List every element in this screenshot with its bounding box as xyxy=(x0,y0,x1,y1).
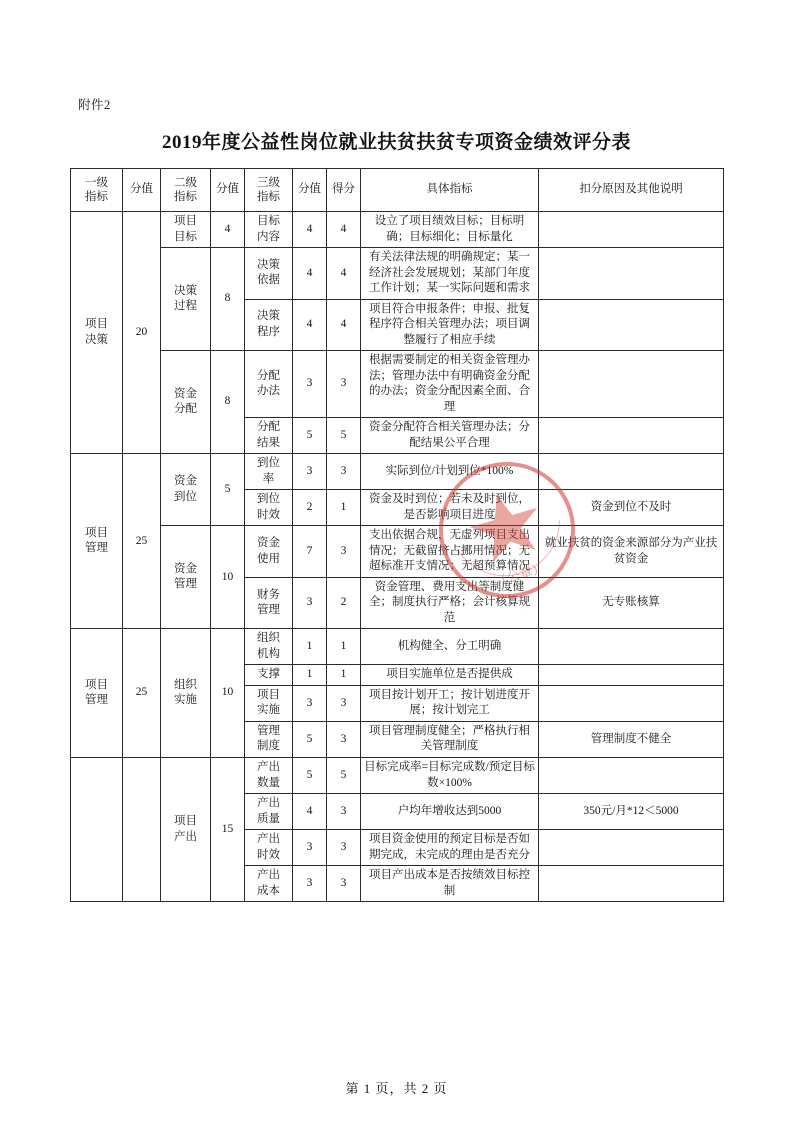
level2-indicator-cell xyxy=(161,212,211,248)
level2-line2: 到位 xyxy=(174,490,197,503)
actual-score-cell: 3 xyxy=(327,830,361,866)
table-row xyxy=(71,248,724,300)
level3-score-cell: 5 xyxy=(293,418,327,454)
level1-score-cell xyxy=(123,757,161,901)
level3-score-cell: 4 xyxy=(293,299,327,351)
level3-score-cell: 4 xyxy=(293,212,327,248)
level3-indicator-cell xyxy=(245,577,293,629)
level3-score-cell: 3 xyxy=(293,830,327,866)
detail-cell: 户均年增收达到5000 xyxy=(361,794,539,830)
level1-line2: 管理 xyxy=(85,542,108,555)
level3-indicator-cell xyxy=(245,721,293,757)
level3-indicator-cell xyxy=(245,629,293,665)
detail-cell: 目标完成率=目标完成数/预定目标数×100% xyxy=(361,757,539,793)
actual-score-cell: 3 xyxy=(327,351,361,418)
level3-indicator-cell xyxy=(245,794,293,830)
detail-cell: 设立了项目绩效目标；目标明确；目标细化；目标量化 xyxy=(361,212,539,248)
level3-line2: 内容 xyxy=(257,230,280,243)
level2-line2: 过程 xyxy=(174,300,197,313)
level3-indicator-cell xyxy=(245,212,293,248)
level1-score-cell: 25 xyxy=(123,454,161,629)
detail-cell: 项目资金使用的预定目标是否如期完成，未完成的理由是否充分 xyxy=(361,830,539,866)
level3-indicator-cell xyxy=(245,248,293,300)
level3-line1: 到位 xyxy=(257,457,280,470)
detail-cell: 资金分配符合相关管理办法；分配结果公平合理 xyxy=(361,418,539,454)
page-title: 2019年度公益性岗位就业扶贫扶贫专项资金绩效评分表 xyxy=(161,132,631,153)
level1-line2: 决策 xyxy=(85,333,108,346)
level1-line2: 管理 xyxy=(85,694,108,707)
level3-line1: 产出 xyxy=(257,760,280,773)
level3-line2: 成本 xyxy=(257,884,280,897)
level2-indicator-cell xyxy=(161,629,211,758)
level2-line1: 组织 xyxy=(174,678,197,691)
level3-line2: 管理 xyxy=(257,604,280,617)
level3-indicator-cell xyxy=(245,299,293,351)
level2-indicator-cell xyxy=(161,757,211,901)
reason-cell xyxy=(539,866,724,902)
detail-cell: 项目实施单位是否提供成 xyxy=(361,665,539,686)
attachment-label: 附件2 xyxy=(78,98,111,112)
header-level2-score: 分值 xyxy=(211,169,245,212)
level3-score-cell: 3 xyxy=(293,866,327,902)
level3-score-cell: 3 xyxy=(293,577,327,629)
level3-line2: 实施 xyxy=(257,704,280,717)
level2-line2: 目标 xyxy=(174,230,197,243)
level1-line1: 项目 xyxy=(85,526,108,539)
level2-indicator-cell xyxy=(161,351,211,454)
level3-line2: 时效 xyxy=(257,508,280,521)
actual-score-cell: 3 xyxy=(327,866,361,902)
reason-cell: 就业扶贫的资金来源部分为产业扶贫资金 xyxy=(539,526,724,578)
level3-line2: 办法 xyxy=(257,385,280,398)
detail-cell: 机构健全、分工明确 xyxy=(361,629,539,665)
level2-score-cell: 15 xyxy=(211,757,245,901)
level3-indicator-cell xyxy=(245,830,293,866)
reason-cell: 管理制度不健全 xyxy=(539,721,724,757)
level3-line2: 结果 xyxy=(257,436,280,449)
level3-line2: 机构 xyxy=(257,647,280,660)
level2-line2: 分配 xyxy=(174,403,197,416)
level3-line1: 分配 xyxy=(257,421,280,434)
header-level3-indicator-line2: 指标 xyxy=(257,191,280,203)
level1-line1: 项目 xyxy=(85,318,108,331)
level2-indicator-cell xyxy=(161,526,211,629)
level3-line1: 分配 xyxy=(257,369,280,382)
level3-line2: 使用 xyxy=(257,552,280,565)
actual-score-cell: 3 xyxy=(327,685,361,721)
header-detail: 具体指标 xyxy=(361,169,539,212)
level3-line1: 产出 xyxy=(257,797,280,810)
level3-line1: 组织 xyxy=(257,632,280,645)
level3-line1: 产出 xyxy=(257,869,280,882)
level1-score-cell: 20 xyxy=(123,212,161,454)
level3-line2: 数量 xyxy=(257,776,280,789)
level2-line1: 项目 xyxy=(174,215,197,227)
detail-cell: 项目产出成本是否按绩效目标控制 xyxy=(361,866,539,902)
level3-score-cell: 7 xyxy=(293,526,327,578)
level3-score-cell: 4 xyxy=(293,794,327,830)
reason-cell xyxy=(539,248,724,300)
reason-cell xyxy=(539,418,724,454)
level3-line1: 产出 xyxy=(257,833,280,846)
level3-line1: 管理 xyxy=(257,724,280,737)
reason-cell xyxy=(539,665,724,686)
level3-line1: 决策 xyxy=(257,258,280,271)
level2-line2: 管理 xyxy=(174,578,197,591)
table-row xyxy=(71,526,724,578)
level3-line2: 质量 xyxy=(257,812,280,825)
detail-cell: 有关法律法规的明确规定；某一经济社会发展规划；某部门年度工作计划；某一实际问题和需求 xyxy=(361,248,539,300)
table-row xyxy=(71,629,724,665)
level3-score-cell: 1 xyxy=(293,629,327,665)
level3-line1: 支撑 xyxy=(257,668,280,681)
table-row xyxy=(71,454,724,490)
level2-line2: 产出 xyxy=(174,830,197,843)
reason-cell xyxy=(539,212,724,248)
level2-indicator-cell xyxy=(161,248,211,351)
level2-line2: 实施 xyxy=(174,694,197,707)
actual-score-cell: 4 xyxy=(327,299,361,351)
level2-line1: 资金 xyxy=(174,387,197,400)
level3-score-cell: 4 xyxy=(293,248,327,300)
detail-cell: 支出依据合规，无虚列项目支出情况；无截留挤占挪用情况；无超标准开支情况；无超预算情况 xyxy=(361,526,539,578)
reason-cell: 资金到位不及时 xyxy=(539,490,724,526)
level3-line1: 到位 xyxy=(257,493,280,506)
level1-indicator-cell xyxy=(71,212,123,454)
level3-score-cell: 1 xyxy=(293,665,327,686)
actual-score-cell: 5 xyxy=(327,757,361,793)
detail-cell: 资金及时到位；若未及时到位，是否影响项目进度 xyxy=(361,490,539,526)
level3-indicator-cell xyxy=(245,665,293,686)
header-actual-score: 得分 xyxy=(327,169,361,212)
level3-indicator-cell xyxy=(245,490,293,526)
level2-line1: 资金 xyxy=(174,475,197,488)
actual-score-cell: 4 xyxy=(327,212,361,248)
actual-score-cell: 2 xyxy=(327,577,361,629)
level3-line1: 决策 xyxy=(257,310,280,323)
header-level3-score: 分值 xyxy=(293,169,327,212)
header-level3-indicator xyxy=(245,169,293,212)
actual-score-cell: 3 xyxy=(327,721,361,757)
reason-cell xyxy=(539,351,724,418)
detail-cell: 项目符合申报条件；申报、批复程序符合相关管理办法；项目调整履行了相应手续 xyxy=(361,299,539,351)
level2-score-cell: 10 xyxy=(211,629,245,758)
actual-score-cell: 1 xyxy=(327,665,361,686)
level3-line2: 程序 xyxy=(257,325,280,338)
level3-indicator-cell xyxy=(245,351,293,418)
level3-indicator-cell xyxy=(245,418,293,454)
level3-score-cell: 3 xyxy=(293,685,327,721)
header-level1-score: 分值 xyxy=(123,169,161,212)
level2-score-cell: 5 xyxy=(211,454,245,526)
header-level3-indicator-line1: 三级 xyxy=(257,176,280,189)
level2-score-cell: 8 xyxy=(211,351,245,454)
actual-score-cell: 3 xyxy=(327,454,361,490)
detail-cell: 实际到位/计划到位*100% xyxy=(361,454,539,490)
level2-score-cell: 8 xyxy=(211,248,245,351)
reason-cell xyxy=(539,299,724,351)
actual-score-cell: 3 xyxy=(327,794,361,830)
level1-indicator-cell xyxy=(71,629,123,758)
header-level1-indicator-line2: 指标 xyxy=(85,191,108,203)
performance-score-table xyxy=(70,168,724,902)
reason-cell xyxy=(539,830,724,866)
detail-cell: 项目按计划开工；按计划进度开展；按计划完工 xyxy=(361,685,539,721)
level1-indicator-cell xyxy=(71,454,123,629)
level3-line2: 制度 xyxy=(257,740,280,753)
actual-score-cell: 4 xyxy=(327,248,361,300)
table-header-row xyxy=(71,169,724,212)
level2-score-cell: 4 xyxy=(211,212,245,248)
detail-cell: 资金管理、费用支出等制度健全；制度执行严格；会计核算规范 xyxy=(361,577,539,629)
reason-cell: 350元/月*12＜5000 xyxy=(539,794,724,830)
level2-line1: 资金 xyxy=(174,562,197,575)
level1-indicator-cell xyxy=(71,757,123,901)
level2-line1: 项目 xyxy=(174,815,197,828)
actual-score-cell: 1 xyxy=(327,629,361,665)
level2-score-cell: 10 xyxy=(211,526,245,629)
level3-line2: 依据 xyxy=(257,274,280,287)
header-level1-indicator-line1: 一级 xyxy=(85,176,108,189)
reason-cell xyxy=(539,629,724,665)
level3-score-cell: 5 xyxy=(293,721,327,757)
reason-cell: 无专账核算 xyxy=(539,577,724,629)
table-row xyxy=(71,351,724,418)
header-level2-indicator-line2: 指标 xyxy=(174,191,197,203)
table-row xyxy=(71,212,724,248)
page-footer: 第 1 页，共 2 页 xyxy=(345,1081,448,1096)
level3-line2: 时效 xyxy=(257,848,280,861)
level3-line2: 率 xyxy=(262,472,275,485)
reason-cell xyxy=(539,685,724,721)
header-reason: 扣分原因及其他说明 xyxy=(539,169,724,212)
detail-cell: 根据需要制定的相关资金管理办法；管理办法中有明确资金分配的办法；资金分配因素全面、合理 xyxy=(361,351,539,418)
level2-line1: 决策 xyxy=(174,284,197,297)
level3-score-cell: 2 xyxy=(293,490,327,526)
level3-score-cell: 3 xyxy=(293,351,327,418)
level3-indicator-cell xyxy=(245,757,293,793)
header-level1-indicator xyxy=(71,169,123,212)
actual-score-cell: 5 xyxy=(327,418,361,454)
level3-score-cell: 5 xyxy=(293,757,327,793)
level3-indicator-cell xyxy=(245,454,293,490)
level2-indicator-cell xyxy=(161,454,211,526)
level3-indicator-cell xyxy=(245,526,293,578)
header-level2-indicator-line1: 二级 xyxy=(174,176,197,189)
actual-score-cell: 3 xyxy=(327,526,361,578)
header-level2-indicator xyxy=(161,169,211,212)
level3-indicator-cell xyxy=(245,685,293,721)
level3-line1: 目标 xyxy=(257,215,280,227)
level1-line1: 项目 xyxy=(85,678,108,691)
detail-cell: 项目管理制度健全；严格执行相关管理制度 xyxy=(361,721,539,757)
level3-line1: 财务 xyxy=(257,588,280,601)
level3-line1: 资金 xyxy=(257,537,280,550)
level3-line1: 项目 xyxy=(257,688,280,701)
level1-score-cell: 25 xyxy=(123,629,161,758)
seal-label: （公章） xyxy=(492,560,547,590)
table-body xyxy=(71,212,724,902)
level3-score-cell: 3 xyxy=(293,454,327,490)
actual-score-cell: 1 xyxy=(327,490,361,526)
reason-cell xyxy=(539,454,724,490)
table-row xyxy=(71,757,724,793)
level3-indicator-cell xyxy=(245,866,293,902)
reason-cell xyxy=(539,757,724,793)
